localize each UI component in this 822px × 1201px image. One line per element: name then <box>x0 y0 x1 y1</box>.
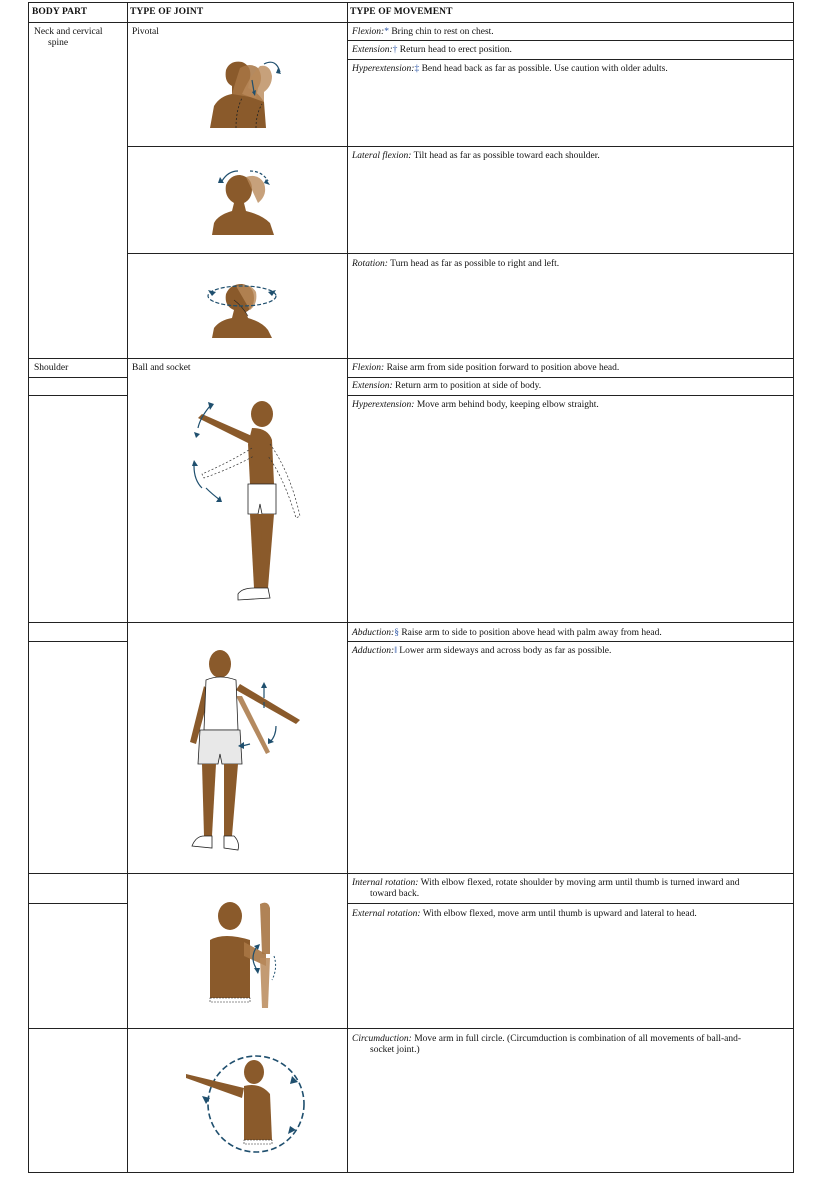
illustration-neck-lateral-flexion <box>206 167 286 239</box>
footnote-mark: ‖ <box>394 646 397 656</box>
header-divider <box>28 22 794 23</box>
body-part-shoulder: Shoulder <box>34 363 69 373</box>
movement-neck-flexion <box>352 27 788 38</box>
movement-shoulder-extension <box>352 381 788 392</box>
movement-neck-lateral-flexion <box>352 151 788 162</box>
movement-description: Return head to erect position. <box>397 45 512 55</box>
movement-description: With elbow flexed, move arm until thumb is upward and lateral to head. <box>420 909 697 919</box>
footnote-mark: § <box>394 628 399 638</box>
movement-description: Raise arm to side to position above head with palm away from head. <box>398 628 662 638</box>
movement-neck-hyperextension <box>352 64 788 75</box>
row-line <box>28 641 127 642</box>
illustration-shoulder-internal-external-rotation <box>204 896 294 1014</box>
movement-description: Return arm to position at side of body. <box>392 381 542 391</box>
joint-type-ball-and-socket: Ball and socket <box>132 363 191 373</box>
table-bottom-border <box>28 1172 794 1173</box>
illustration-neck-flexion-extension <box>206 58 290 132</box>
row-line <box>347 59 793 60</box>
joint-type-pivotal: Pivotal <box>132 27 159 37</box>
row-line <box>28 377 127 378</box>
footnote-mark: ‡ <box>414 64 420 74</box>
movement-description: Tilt head as far as possible toward each shoulder. <box>411 151 600 161</box>
section-divider-shoulder <box>28 358 794 359</box>
movement-description: Move arm behind body, keeping elbow straight. <box>414 400 599 410</box>
movement-term: Flexion: <box>352 363 385 373</box>
table-left-border <box>28 2 29 1172</box>
movement-description: With elbow flexed, rotate shoulder by moving arm until thumb is turned inward and <box>418 878 740 888</box>
movement-term: Rotation: <box>352 259 388 269</box>
movement-shoulder-internal-rotation <box>352 878 788 900</box>
movement-term: Lateral flexion: <box>352 151 412 161</box>
movement-term: Hyperextension: <box>352 400 415 410</box>
movement-neck-rotation <box>352 259 788 270</box>
movement-shoulder-hyperextension <box>352 400 788 411</box>
movement-term: Extension: <box>352 381 393 391</box>
movement-description: Bring chin to rest on chest. <box>388 27 494 37</box>
row-line <box>347 377 793 378</box>
movement-neck-extension <box>352 45 788 56</box>
movement-shoulder-circumduction <box>352 1034 788 1056</box>
row-line <box>347 40 793 41</box>
movement-term: Hyperextension: <box>352 64 415 74</box>
movement-description: Turn head as far as possible to right and left. <box>387 259 560 269</box>
header-type-of-movement: TYPE OF MOVEMENT <box>350 7 453 17</box>
footnote-mark: † <box>392 45 398 55</box>
movement-term: Adduction: <box>352 646 395 656</box>
movement-term: Abduction: <box>352 628 395 638</box>
row-line <box>347 395 793 396</box>
movement-term: External rotation: <box>352 909 421 919</box>
illustration-shoulder-flexion-extension <box>180 392 310 606</box>
movement-shoulder-external-rotation <box>352 909 788 920</box>
row-line <box>28 873 793 874</box>
row-line <box>28 395 127 396</box>
header-body-part: BODY PART <box>32 7 88 17</box>
movement-description-continued: socket joint.) <box>370 1045 420 1055</box>
movement-shoulder-adduction <box>352 646 788 657</box>
column-divider-1 <box>127 2 128 1172</box>
footnote-mark: * <box>384 27 389 37</box>
row-line <box>127 146 793 147</box>
row-line <box>28 1028 793 1029</box>
movement-term: Internal rotation: <box>352 878 419 888</box>
movement-description-continued: toward back. <box>370 889 420 899</box>
header-type-of-joint: TYPE OF JOINT <box>130 7 204 17</box>
movement-term: Extension: <box>352 45 393 55</box>
row-line <box>347 641 793 642</box>
table-top-border <box>28 2 794 3</box>
movement-shoulder-flexion <box>352 363 788 374</box>
movement-description: Lower arm sideways and across body as far as possible. <box>396 646 612 656</box>
movement-description: Bend head back as far as possible. Use caution with older adults. <box>419 64 668 74</box>
movement-term: Flexion: <box>352 27 385 37</box>
movement-description: Raise arm from side position forward to position above head. <box>384 363 620 373</box>
illustration-shoulder-abduction-adduction <box>184 646 304 854</box>
movement-description: Move arm in full circle. (Circumduction is combination of all movements of ball-and- <box>411 1034 742 1044</box>
movement-shoulder-abduction <box>352 628 788 639</box>
body-part-neck <box>34 27 103 49</box>
row-line <box>28 903 127 904</box>
body-part-neck-line2: spine <box>48 38 69 48</box>
row-line <box>347 903 793 904</box>
column-divider-2 <box>347 2 348 1172</box>
illustration-neck-rotation <box>204 276 284 342</box>
body-part-neck-line1: Neck and cervical <box>34 27 103 37</box>
movement-term: Circumduction: <box>352 1034 412 1044</box>
illustration-shoulder-circumduction <box>184 1052 308 1156</box>
table-right-border <box>793 2 794 1172</box>
row-line <box>28 622 793 623</box>
row-line <box>127 253 793 254</box>
